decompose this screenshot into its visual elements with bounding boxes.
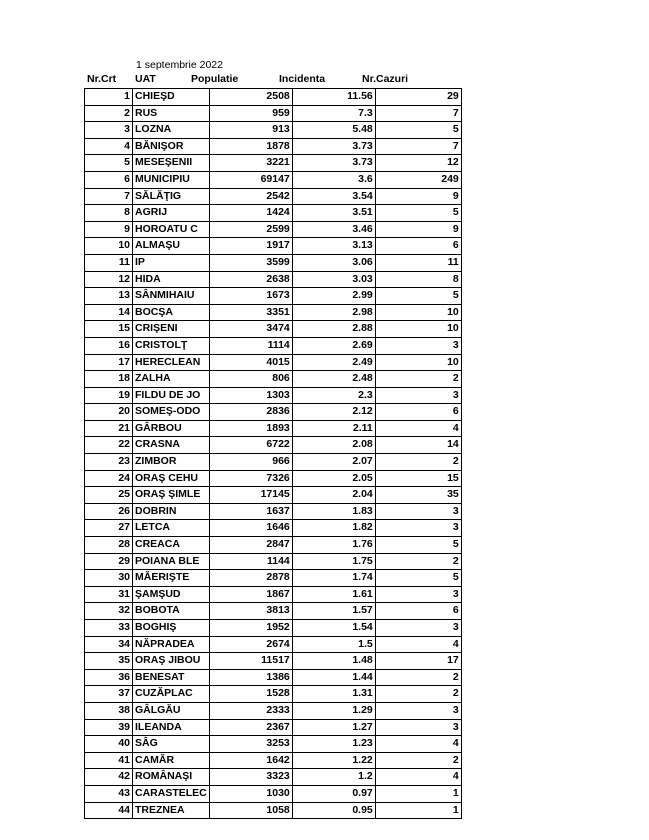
cell-uat: GÂRBOU (133, 420, 210, 437)
cell-populatie: 2878 (209, 570, 292, 587)
header-populatie: Populatie (191, 73, 239, 85)
cell-uat: CARASTELEC (133, 785, 210, 802)
table-row (85, 553, 462, 570)
cell-nr-crt: 13 (85, 288, 133, 305)
cell-populatie: 3813 (209, 603, 292, 620)
cell-uat: ŞAMŞUD (133, 586, 210, 603)
cell-nr-cazuri: 12 (375, 155, 461, 172)
cell-uat: SÂG (133, 736, 210, 753)
cell-incidenta: 2.88 (292, 321, 375, 338)
cell-incidenta: 2.11 (292, 420, 375, 437)
cell-nr-cazuri: 3 (375, 503, 461, 520)
cell-incidenta: 2.98 (292, 304, 375, 321)
cell-uat: HOROATU C (133, 221, 210, 238)
table-row (85, 288, 462, 305)
cell-incidenta: 1.57 (292, 603, 375, 620)
cell-nr-crt: 4 (85, 138, 133, 155)
cell-uat: HIDA (133, 271, 210, 288)
table-row (85, 89, 462, 106)
table-row (85, 420, 462, 437)
cell-nr-crt: 8 (85, 205, 133, 222)
cell-incidenta: 2.49 (292, 354, 375, 371)
cell-incidenta: 11.56 (292, 89, 375, 106)
cell-nr-crt: 14 (85, 304, 133, 321)
cell-nr-crt: 18 (85, 371, 133, 388)
table-row (85, 719, 462, 736)
table-row (85, 371, 462, 388)
cell-incidenta: 2.07 (292, 454, 375, 471)
cell-nr-cazuri: 10 (375, 321, 461, 338)
cell-uat: CUZĂPLAC (133, 686, 210, 703)
cell-populatie: 1917 (209, 238, 292, 255)
table-row (85, 487, 462, 504)
cell-nr-cazuri: 5 (375, 570, 461, 587)
cell-incidenta: 3.73 (292, 138, 375, 155)
cell-populatie: 3221 (209, 155, 292, 172)
cell-incidenta: 3.51 (292, 205, 375, 222)
cell-populatie: 3323 (209, 769, 292, 786)
cell-populatie: 1114 (209, 337, 292, 354)
cell-nr-cazuri: 4 (375, 769, 461, 786)
table-row (85, 603, 462, 620)
table-row (85, 238, 462, 255)
cell-nr-crt: 5 (85, 155, 133, 172)
cell-populatie: 2333 (209, 702, 292, 719)
cell-nr-crt: 22 (85, 437, 133, 454)
cell-uat: FILDU DE JO (133, 387, 210, 404)
cell-nr-crt: 26 (85, 503, 133, 520)
cell-populatie: 2847 (209, 537, 292, 554)
table-row (85, 271, 462, 288)
cell-incidenta: 1.44 (292, 669, 375, 686)
table-row (85, 254, 462, 271)
cell-nr-cazuri: 11 (375, 254, 461, 271)
table-row (85, 171, 462, 188)
cell-uat: BOGHIŞ (133, 620, 210, 637)
cell-populatie: 1030 (209, 785, 292, 802)
table-row (85, 736, 462, 753)
cell-nr-crt: 10 (85, 238, 133, 255)
cell-incidenta: 0.97 (292, 785, 375, 802)
cell-incidenta: 1.23 (292, 736, 375, 753)
header-incidenta: Incidenta (279, 73, 326, 85)
table-row (85, 752, 462, 769)
table-row (85, 802, 462, 819)
cell-nr-crt: 20 (85, 404, 133, 421)
table-row (85, 702, 462, 719)
table-row (85, 636, 462, 653)
table-row (85, 304, 462, 321)
cell-incidenta: 2.12 (292, 404, 375, 421)
cell-nr-cazuri: 10 (375, 304, 461, 321)
cell-populatie: 913 (209, 122, 292, 139)
cell-nr-crt: 2 (85, 105, 133, 122)
cell-nr-cazuri: 4 (375, 736, 461, 753)
cell-uat: IP (133, 254, 210, 271)
cell-populatie: 3599 (209, 254, 292, 271)
cell-populatie: 2836 (209, 404, 292, 421)
cell-uat: MESEŞENII (133, 155, 210, 172)
cell-nr-crt: 21 (85, 420, 133, 437)
cell-uat: LETCA (133, 520, 210, 537)
table-row (85, 669, 462, 686)
cell-nr-cazuri: 5 (375, 122, 461, 139)
cell-incidenta: 1.61 (292, 586, 375, 603)
table-row (85, 155, 462, 172)
table-row (85, 221, 462, 238)
cell-nr-cazuri: 2 (375, 553, 461, 570)
cell-uat: SĂLĂŢIG (133, 188, 210, 205)
table-row (85, 387, 462, 404)
cell-nr-crt: 39 (85, 719, 133, 736)
cell-uat: AGRIJ (133, 205, 210, 222)
cell-incidenta: 3.73 (292, 155, 375, 172)
cell-populatie: 7326 (209, 470, 292, 487)
cell-uat: NĂPRADEA (133, 636, 210, 653)
cell-incidenta: 1.2 (292, 769, 375, 786)
cell-nr-cazuri: 7 (375, 138, 461, 155)
cell-nr-crt: 30 (85, 570, 133, 587)
cell-incidenta: 1.22 (292, 752, 375, 769)
cell-nr-cazuri: 2 (375, 669, 461, 686)
cell-populatie: 1386 (209, 669, 292, 686)
cell-populatie: 1646 (209, 520, 292, 537)
cell-uat: CRASNA (133, 437, 210, 454)
cell-nr-cazuri: 249 (375, 171, 461, 188)
table-row (85, 205, 462, 222)
cell-incidenta: 2.99 (292, 288, 375, 305)
cell-incidenta: 3.6 (292, 171, 375, 188)
cell-uat: CRIŞENI (133, 321, 210, 338)
cell-nr-cazuri: 15 (375, 470, 461, 487)
cell-nr-crt: 12 (85, 271, 133, 288)
cell-nr-cazuri: 3 (375, 337, 461, 354)
cell-populatie: 959 (209, 105, 292, 122)
cell-uat: ZIMBOR (133, 454, 210, 471)
cell-populatie: 3351 (209, 304, 292, 321)
table-row (85, 454, 462, 471)
header-nr-cazuri: Nr.Cazuri (362, 73, 409, 85)
cell-incidenta: 2.48 (292, 371, 375, 388)
cell-uat: MUNICIPIU (133, 171, 210, 188)
cell-nr-crt: 24 (85, 470, 133, 487)
cell-populatie: 2508 (209, 89, 292, 106)
cell-uat: CRISTOLŢ (133, 337, 210, 354)
cell-uat: ORAŞ JIBOU (133, 653, 210, 670)
cell-uat: DOBRIN (133, 503, 210, 520)
cell-populatie: 3474 (209, 321, 292, 338)
cell-incidenta: 7.3 (292, 105, 375, 122)
cell-incidenta: 1.76 (292, 537, 375, 554)
cell-nr-crt: 15 (85, 321, 133, 338)
cell-uat: ORAŞ ŞIMLE (133, 487, 210, 504)
cell-nr-crt: 41 (85, 752, 133, 769)
table-row (85, 586, 462, 603)
cell-nr-crt: 31 (85, 586, 133, 603)
cell-incidenta: 1.48 (292, 653, 375, 670)
cell-incidenta: 3.06 (292, 254, 375, 271)
cell-nr-cazuri: 3 (375, 387, 461, 404)
cell-uat: RUS (133, 105, 210, 122)
cell-nr-crt: 16 (85, 337, 133, 354)
cell-nr-crt: 36 (85, 669, 133, 686)
table-row (85, 653, 462, 670)
table-row (85, 785, 462, 802)
cell-nr-crt: 29 (85, 553, 133, 570)
cell-incidenta: 1.83 (292, 503, 375, 520)
cell-nr-cazuri: 5 (375, 537, 461, 554)
cell-incidenta: 1.27 (292, 719, 375, 736)
cell-nr-cazuri: 2 (375, 752, 461, 769)
cell-uat: BĂNIŞOR (133, 138, 210, 155)
cell-nr-cazuri: 4 (375, 636, 461, 653)
cell-populatie: 6722 (209, 437, 292, 454)
cell-nr-cazuri: 10 (375, 354, 461, 371)
table-row (85, 520, 462, 537)
cell-uat: TREZNEA (133, 802, 210, 819)
cell-uat: BOBOTA (133, 603, 210, 620)
cell-uat: CHIEŞD (133, 89, 210, 106)
cell-nr-crt: 43 (85, 785, 133, 802)
cell-incidenta: 1.31 (292, 686, 375, 703)
cell-uat: ALMAŞU (133, 238, 210, 255)
cell-nr-cazuri: 3 (375, 620, 461, 637)
cell-uat: BENESAT (133, 669, 210, 686)
cell-incidenta: 0.95 (292, 802, 375, 819)
cell-incidenta: 1.74 (292, 570, 375, 587)
cell-nr-crt: 25 (85, 487, 133, 504)
cell-populatie: 1637 (209, 503, 292, 520)
cell-incidenta: 1.54 (292, 620, 375, 637)
cell-uat: GÂLGĂU (133, 702, 210, 719)
cell-nr-crt: 42 (85, 769, 133, 786)
cell-nr-cazuri: 4 (375, 420, 461, 437)
cell-uat: POIANA BLE (133, 553, 210, 570)
cell-nr-crt: 28 (85, 537, 133, 554)
cell-nr-crt: 34 (85, 636, 133, 653)
cell-nr-cazuri: 3 (375, 702, 461, 719)
cell-incidenta: 5.48 (292, 122, 375, 139)
cell-incidenta: 2.04 (292, 487, 375, 504)
table-row (85, 188, 462, 205)
cell-populatie: 2367 (209, 719, 292, 736)
cell-populatie: 1424 (209, 205, 292, 222)
cell-nr-cazuri: 8 (375, 271, 461, 288)
table-row (85, 437, 462, 454)
table-row (85, 537, 462, 554)
cell-incidenta: 3.03 (292, 271, 375, 288)
cell-populatie: 1878 (209, 138, 292, 155)
cell-nr-cazuri: 29 (375, 89, 461, 106)
cell-nr-cazuri: 7 (375, 105, 461, 122)
table-row (85, 105, 462, 122)
cell-nr-cazuri: 35 (375, 487, 461, 504)
cell-nr-crt: 9 (85, 221, 133, 238)
table-row (85, 620, 462, 637)
cell-populatie: 1952 (209, 620, 292, 637)
cell-nr-cazuri: 2 (375, 686, 461, 703)
cell-populatie: 69147 (209, 171, 292, 188)
cell-nr-crt: 40 (85, 736, 133, 753)
cell-nr-cazuri: 2 (375, 371, 461, 388)
cell-nr-cazuri: 3 (375, 520, 461, 537)
cell-populatie: 1642 (209, 752, 292, 769)
cell-nr-crt: 33 (85, 620, 133, 637)
incidence-table (84, 88, 462, 819)
table-row (85, 354, 462, 371)
cell-populatie: 1673 (209, 288, 292, 305)
cell-nr-crt: 17 (85, 354, 133, 371)
cell-populatie: 4015 (209, 354, 292, 371)
table-row (85, 122, 462, 139)
cell-nr-cazuri: 17 (375, 653, 461, 670)
cell-incidenta: 2.05 (292, 470, 375, 487)
table-row (85, 138, 462, 155)
cell-incidenta: 1.82 (292, 520, 375, 537)
cell-nr-cazuri: 5 (375, 288, 461, 305)
cell-nr-crt: 3 (85, 122, 133, 139)
cell-populatie: 806 (209, 371, 292, 388)
cell-nr-crt: 1 (85, 89, 133, 106)
cell-populatie: 3253 (209, 736, 292, 753)
cell-nr-cazuri: 6 (375, 404, 461, 421)
cell-nr-cazuri: 5 (375, 205, 461, 222)
cell-populatie: 2674 (209, 636, 292, 653)
table-row (85, 570, 462, 587)
cell-uat: ROMÂNAŞI (133, 769, 210, 786)
table-row (85, 470, 462, 487)
cell-nr-cazuri: 3 (375, 586, 461, 603)
cell-uat: SOMEŞ-ODO (133, 404, 210, 421)
table-row (85, 503, 462, 520)
cell-nr-crt: 19 (85, 387, 133, 404)
cell-nr-cazuri: 1 (375, 785, 461, 802)
cell-incidenta: 3.13 (292, 238, 375, 255)
cell-nr-crt: 32 (85, 603, 133, 620)
table-row (85, 686, 462, 703)
cell-nr-crt: 11 (85, 254, 133, 271)
cell-uat: SÂNMIHAIU (133, 288, 210, 305)
header-uat: UAT (135, 73, 156, 85)
cell-uat: LOZNA (133, 122, 210, 139)
table-body (85, 89, 462, 819)
cell-incidenta: 1.5 (292, 636, 375, 653)
cell-nr-cazuri: 6 (375, 603, 461, 620)
cell-nr-crt: 23 (85, 454, 133, 471)
cell-incidenta: 1.29 (292, 702, 375, 719)
cell-nr-cazuri: 1 (375, 802, 461, 819)
cell-nr-cazuri: 9 (375, 188, 461, 205)
cell-uat: ORAŞ CEHU (133, 470, 210, 487)
cell-populatie: 11517 (209, 653, 292, 670)
cell-uat: ZALHA (133, 371, 210, 388)
cell-uat: MĂERIŞTE (133, 570, 210, 587)
cell-populatie: 2542 (209, 188, 292, 205)
cell-nr-crt: 35 (85, 653, 133, 670)
cell-nr-crt: 6 (85, 171, 133, 188)
cell-incidenta: 3.46 (292, 221, 375, 238)
cell-populatie: 1144 (209, 553, 292, 570)
cell-incidenta: 1.75 (292, 553, 375, 570)
cell-incidenta: 3.54 (292, 188, 375, 205)
cell-uat: CAMĂR (133, 752, 210, 769)
cell-populatie: 966 (209, 454, 292, 471)
cell-incidenta: 2.69 (292, 337, 375, 354)
report-date: 1 septembrie 2022 (136, 59, 223, 71)
cell-nr-cazuri: 2 (375, 454, 461, 471)
header-nr-crt: Nr.Crt (87, 73, 117, 85)
cell-populatie: 2599 (209, 221, 292, 238)
cell-nr-cazuri: 14 (375, 437, 461, 454)
cell-nr-crt: 38 (85, 702, 133, 719)
cell-nr-crt: 44 (85, 802, 133, 819)
table-row (85, 337, 462, 354)
cell-uat: CREACA (133, 537, 210, 554)
table-row (85, 404, 462, 421)
cell-nr-cazuri: 3 (375, 719, 461, 736)
cell-populatie: 1867 (209, 586, 292, 603)
cell-populatie: 2638 (209, 271, 292, 288)
cell-uat: BOCŞA (133, 304, 210, 321)
cell-populatie: 1893 (209, 420, 292, 437)
cell-populatie: 1058 (209, 802, 292, 819)
cell-nr-crt: 37 (85, 686, 133, 703)
cell-uat: HERECLEAN (133, 354, 210, 371)
cell-populatie: 17145 (209, 487, 292, 504)
cell-nr-cazuri: 6 (375, 238, 461, 255)
table-row (85, 769, 462, 786)
cell-incidenta: 2.3 (292, 387, 375, 404)
cell-nr-crt: 7 (85, 188, 133, 205)
cell-nr-cazuri: 9 (375, 221, 461, 238)
cell-populatie: 1303 (209, 387, 292, 404)
table-row (85, 321, 462, 338)
cell-incidenta: 2.08 (292, 437, 375, 454)
cell-uat: ILEANDA (133, 719, 210, 736)
cell-populatie: 1528 (209, 686, 292, 703)
cell-nr-crt: 27 (85, 520, 133, 537)
